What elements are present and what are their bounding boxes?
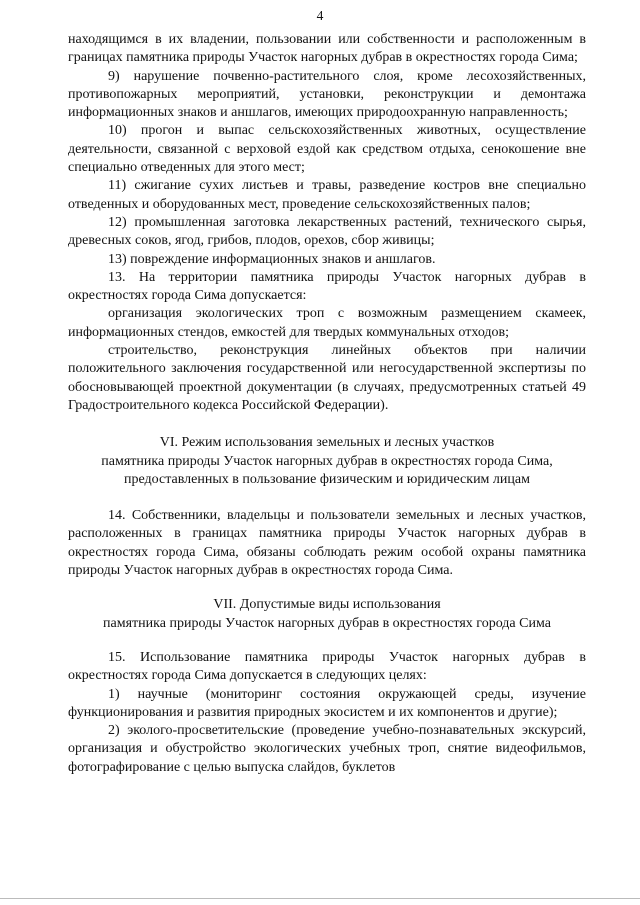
clause-15-item-1: 1) научные (мониторинг состояния окружающей среды, изучение функционирования и развития природных экосистем и их компонентов и другие); [68,686,586,720]
list-item-9: 9) нарушение почвенно-растительного слоя, кроме лесохозяйственных, противопожарных мероприятий, установки, реконструкции и демонтажа информационных знаков и аншлагов, имеющих природоохранную направленность; [68,68,586,121]
clause-15-item-2: 2) эколого-просветительские (проведение учебно-познавательных экскурсий, организация и обустройство экологических учебных троп, снятие видеофильмов, фотографирование с целью выпуска слайдов, буклетов [68,723,586,775]
list-item-13: 13) повреждение информационных знаков и аншлагов. [108,251,436,267]
list-item-12: 12) промышленная заготовка лекарственных растений, технического сырья, древесных соков, ягод, грибов, плодов, орехов, сбор живицы; [68,214,586,249]
section-6-heading-line-1: VI. Режим использования земельных и лесных участков [159,435,495,451]
paragraph-continuation: находящимся в их владении, пользовании или собственности и расположенным в границах памятника природы Участок нагорных дубрав в окрестностях города Сима; [68,32,586,66]
scan-edge-line [0,898,640,899]
list-item-10: 10) прогон и выпас сельскохозяйственных животных, осуществление деятельности, связанной с верховой ездой как средством отдыха, сенокошение вне специально отведенных для этого мест; [68,123,586,176]
list-item-11: 11) сжигание сухих листьев и травы, разведение костров вне специально отведенных и оборудованных мест, проведение сельскохозяйственных палов; [68,178,586,212]
section-6-heading-line-2: памятника природы Участок нагорных дубрав в окрестностях города Сима, [101,453,553,469]
document-body [68,31,586,777]
page-number: 4 [316,8,324,23]
clause-13-allowed-1: организация экологических троп с возможным размещением скамеек, информационных стендов, емкостей для твердых коммунальных отходов; [68,306,586,340]
clause-15: 15. Использование памятника природы Участок нагорных дубрав в окрестностях города Сима допускается в следующих целях: [68,649,586,684]
clause-13: 13. На территории памятника природы Участок нагорных дубрав в окрестностях города Сима допускается: [68,269,586,304]
clause-14: 14. Собственники, владельцы и пользователи земельных и лесных участков, расположенных в границах памятника природы Участок нагорных дубрав в окрестностях города Сима, обязаны соблюдать режим особой охраны памятника природы Участок нагорных дубрав в окрестностях города Сима. [68,508,586,579]
section-7-heading-line-2: памятника природы Участок нагорных дубрав в окрестностях города Сима [103,615,551,631]
section-7-heading-line-1: VII. Допустимые виды использования [213,597,441,613]
section-6-heading-line-3: предоставленных в пользование физическим и юридическим лицам [124,471,530,487]
clause-13-allowed-2: строительство, реконструкция линейных объектов при наличии положительного заключения государственной или негосударственной экспертизы по обосновывающей проектной документации (в случаях, предусмотренных статьей 49 Градостроительного кодекса Российской Федерации). [68,343,586,413]
